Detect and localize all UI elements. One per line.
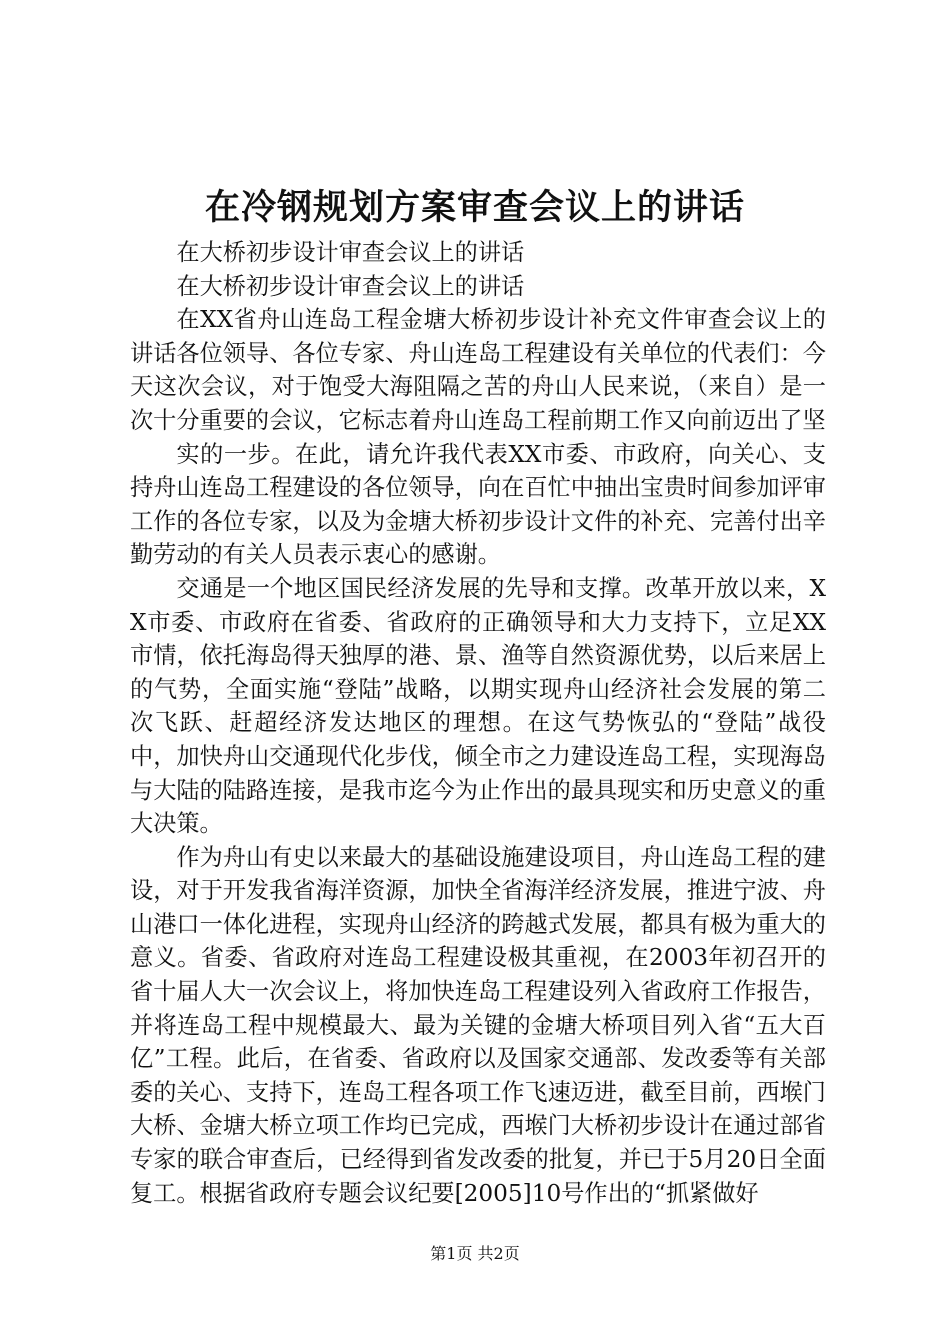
paragraph-subtitle-1: 在大桥初步设计审查会议上的讲话: [176, 239, 525, 266]
paragraph-opening: 在XX省舟山连岛工程金塘大桥初步设计补充文件审查会议上的讲话各位领导、各位专家、舟山连岛工程建设有关单位的代表们：今天这次会议，对于饱受大海阻隔之苦的舟山人民来说，（来自）是一次十分重要的会议，它标志着舟山连岛工程前期工作又向前迈出了坚: [130, 306, 826, 434]
page-footer: 第1页 共2页: [430, 1244, 520, 1263]
paragraph-transport: 交通是一个地区国民经济发展的先导和支撑。改革开放以来，XX市委、市政府在省委、省政府的正确领导和大力支持下，立足XX市情，依托海岛得天独厚的港、景、渔等自然资源优势，以后来居上的气势，全面实施“登陆”战略，以期实现舟山经济社会发展的第二次飞跃、赶超经济发达地区的理想。在这气势恢弘的“登陆”战役中，加快舟山交通现代化步伐，倾全市之力建设连岛工程，实现海岛与大陆的陆路连接，是我市迄今为止作出的最具现实和历史意义的重大决策。: [130, 574, 826, 838]
document-title: 在冷钢规划方案审查会议上的讲话: [204, 187, 745, 228]
paragraph-thanks: 实的一步。在此，请允许我代表XX市委、市政府，向关心、支持舟山连岛工程建设的各位领导，向在百忙中抽出宝贵时间参加评审工作的各位专家，以及为金塘大桥初步设计文件的补充、完善付出辛勤劳动的有关人员表示衷心的感谢。: [130, 440, 826, 569]
document-body: [130, 236, 826, 1210]
paragraph-subtitle-2: 在大桥初步设计审查会议上的讲话: [176, 272, 525, 300]
paragraph-project: 作为舟山有史以来最大的基础设施建设项目，舟山连岛工程的建设，对于开发我省海洋资源，加快全省海洋经济发展，推进宁波、舟山港口一体化进程，实现舟山经济的跨越式发展，都具有极为重大的意义。省委、省政府对连岛工程建设极其重视，在2003年初召开的省十届人大一次会议上，将加快连岛工程建设列入省政府工作报告，并将连岛工程中规模最大、最为关键的金塘大桥项目列入省“五大百亿”工程。此后，在省委、省政府以及国家交通部、发改委等有关部委的关心、支持下，连岛工程各项工作飞速迈进，截至目前，西堠门大桥、金塘大桥立项工作均已完成，西堠门大桥初步设计在通过部省专家的联合审查后，已经得到省发改委的批复，并已于5月20日全面复工。根据省政府专题会议纪要[2005]10号作出的“抓紧做好: [130, 843, 826, 1207]
